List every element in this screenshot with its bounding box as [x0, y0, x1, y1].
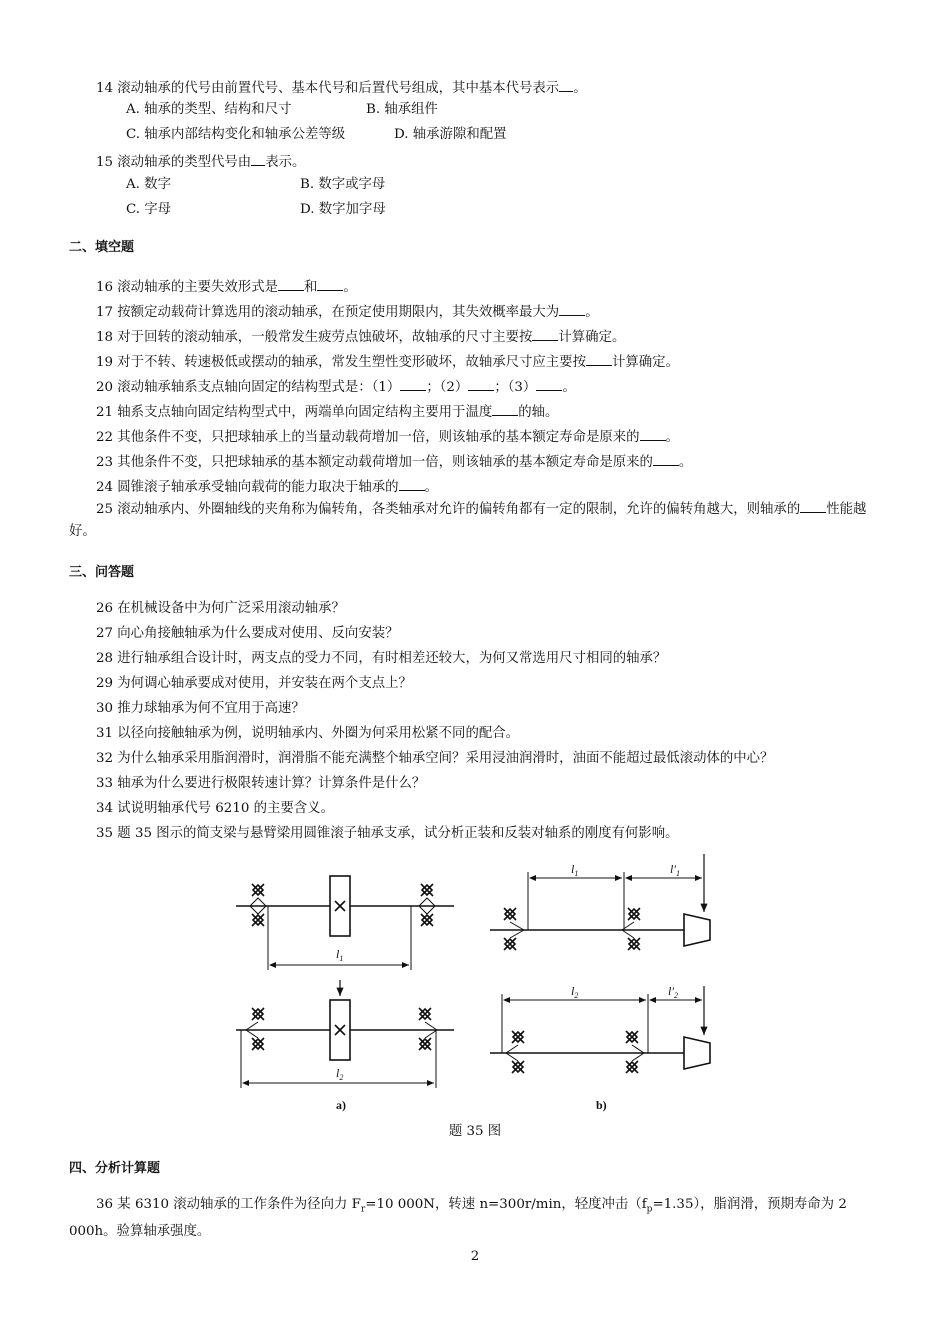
- blank: [278, 276, 304, 291]
- figure-35: [228, 846, 723, 1118]
- blank: [399, 476, 425, 491]
- q14-option-d: D. 轴承游隙和配置: [394, 127, 507, 142]
- question-31: 31 以径向接触轴承为例，说明轴承内、外圈为何采用松紧不同的配合。: [96, 726, 520, 741]
- blank: [317, 276, 343, 291]
- question-25: [69, 498, 884, 543]
- question-27: 27 向心角接触轴承为什么要成对使用、反向安装？: [96, 626, 399, 641]
- label-l1-a: $l_1$: [336, 947, 344, 963]
- q24-part: 。: [424, 480, 438, 495]
- q14-option-b: B. 轴承组件: [366, 102, 438, 117]
- question-15: [96, 151, 305, 172]
- q15-option-d: D. 数字加字母: [300, 202, 386, 217]
- q36-part: =1.35），脂润滑，预期寿命为 2 000h。验算轴承强度。: [69, 1197, 847, 1239]
- q19-part: 计算确定。: [611, 355, 679, 370]
- q14-option-a: A. 轴承的类型、结构和尺寸: [126, 102, 292, 117]
- question-30: 30 推力球轴承为何不宜用于高速？: [96, 701, 305, 716]
- blank: [492, 401, 518, 416]
- label-l2-b: $l_2$: [571, 984, 579, 1000]
- question-22: [96, 426, 679, 447]
- q15-option-b: B. 数字或字母: [300, 177, 386, 192]
- question-29: 29 为何调心轴承要成对使用，并安装在两个支点上？: [96, 676, 412, 691]
- q18-part: 18 对于回转的滚动轴承，一般常发生疲劳点蚀破坏，故轴承的尺寸主要按: [96, 330, 533, 345]
- q16-part: 16 滚动轴承的主要失效形式是: [96, 280, 278, 295]
- blank: [400, 376, 426, 391]
- question-19: [96, 351, 679, 372]
- figure-caption: 题 35 图: [448, 1124, 502, 1139]
- q22-part: 22 其他条件不变，只把球轴承上的当量动载荷增加一倍，则该轴承的基本额定寿命是原来的: [96, 430, 640, 445]
- q14-text: 14 滚动轴承的代号由前置代号、基本代号和后置代号组成，其中基本代号表示: [96, 81, 560, 96]
- q36-part: =10 000N，转速 n=300r/min，轻度冲击（f: [365, 1197, 647, 1212]
- q14-end: 。: [573, 81, 587, 96]
- blank: [559, 77, 573, 92]
- label-l2-a: $l_2$: [336, 1066, 344, 1082]
- section-heading-calculation: 四、分析计算题: [69, 1161, 161, 1176]
- question-21: [96, 401, 558, 422]
- q15-option-a: A. 数字: [126, 177, 171, 192]
- q15-option-c: C. 字母: [126, 202, 172, 217]
- section-heading-qa: 三、问答题: [69, 565, 135, 580]
- q19-part: 19 对于不转、转速极低或摆动的轴承，常发生塑性变形破坏，故轴承尺寸应主要按: [96, 355, 586, 370]
- label-l2-prime-b: $l'_2$: [668, 984, 678, 1000]
- q15-text: 15 滚动轴承的类型代号由: [96, 155, 252, 170]
- question-33: 33 轴承为什么要进行极限转速计算？计算条件是什么？: [96, 776, 426, 791]
- question-17: [96, 301, 599, 322]
- diagram-a-simply-supported-top: [236, 876, 454, 970]
- q23-part: 23 其他条件不变，只把球轴承的基本额定动载荷增加一倍，则该轴承的基本额定寿命是原来的: [96, 455, 653, 470]
- q36-part: 36 某 6310 滚动轴承的工作条件为径向力 F: [96, 1197, 361, 1212]
- q22-part: 。: [665, 430, 679, 445]
- question-36: [69, 1194, 884, 1243]
- q20-part: 20 滚动轴承轴系支点轴向固定的结构型式是：（1）: [96, 380, 401, 395]
- label-l1-b: $l_1$: [571, 862, 579, 878]
- q25-part: 性能越好。: [69, 502, 867, 539]
- section-heading-fill-blank: 二、填空题: [69, 240, 135, 255]
- q14-option-c: C. 轴承内部结构变化和轴承公差等级: [126, 127, 346, 142]
- question-34: 34 试说明轴承代号 6210 的主要含义。: [96, 801, 334, 816]
- q18-part: 计算确定。: [558, 330, 626, 345]
- q25-part: 25 滚动轴承内、外圈轴线的夹角称为偏转角，各类轴承对允许的偏转角都有一定的限制，允许的偏转角越大，则轴承的: [96, 502, 801, 517]
- blank: [640, 426, 666, 441]
- blank: [559, 301, 585, 316]
- blank: [653, 451, 679, 466]
- q36-sub-p: p: [646, 1204, 653, 1215]
- question-18: [96, 326, 625, 347]
- q36-sub-r: r: [360, 1204, 366, 1215]
- label-l1-prime-b: $l'_1$: [670, 862, 680, 878]
- diagram-a-simply-supported-bottom: [236, 980, 454, 1088]
- q21-part: 21 轴系支点轴向固定结构型式中，两端单向固定结构主要用于温度: [96, 405, 493, 420]
- q16-part: 和: [303, 280, 318, 295]
- question-35: 35 题 35 图示的简支梁与悬臂梁用圆锥滚子轴承支承，试分析正装和反装对轴系的刚度有何影响。: [96, 826, 679, 841]
- q16-part: 。: [343, 280, 357, 295]
- q21-part: 的轴。: [518, 405, 559, 420]
- blank: [251, 151, 265, 166]
- q24-part: 24 圆锥滚子轴承承受轴向载荷的能力取决于轴承的: [96, 480, 399, 495]
- q20-part: ；（2）: [426, 380, 469, 395]
- label-a: a): [336, 1098, 346, 1112]
- blank: [586, 351, 612, 366]
- q17-part: 17 按额定动载荷计算选用的滚动轴承，在预定使用期限内，其失效概率最大为: [96, 305, 560, 320]
- blank: [468, 376, 494, 391]
- question-14: [96, 77, 587, 98]
- question-32: 32 为什么轴承采用脂润滑时，润滑脂不能充满整个轴承空间？采用浸油润滑时，油面不能超过最低滚动体的中心？: [96, 751, 774, 766]
- blank: [800, 498, 826, 513]
- q17-part: 。: [585, 305, 599, 320]
- question-23: [96, 451, 692, 472]
- q23-part: 。: [678, 455, 693, 470]
- question-16: [96, 276, 357, 297]
- page-number: 2: [470, 1249, 480, 1264]
- q20-part: 。: [562, 380, 576, 395]
- label-b: b): [596, 1098, 607, 1112]
- q15-end: 表示。: [265, 155, 306, 170]
- q20-part: ；（3）: [494, 380, 537, 395]
- question-26: 26 在机械设备中为何广泛采用滚动轴承？: [96, 601, 345, 616]
- blank: [532, 326, 558, 341]
- question-24: [96, 476, 438, 497]
- question-28: 28 进行轴承组合设计时，两支点的受力不同，有时相差还较大，为何又常选用尺寸相同的轴承？: [96, 651, 667, 666]
- question-20: [96, 376, 576, 397]
- blank: [536, 376, 562, 391]
